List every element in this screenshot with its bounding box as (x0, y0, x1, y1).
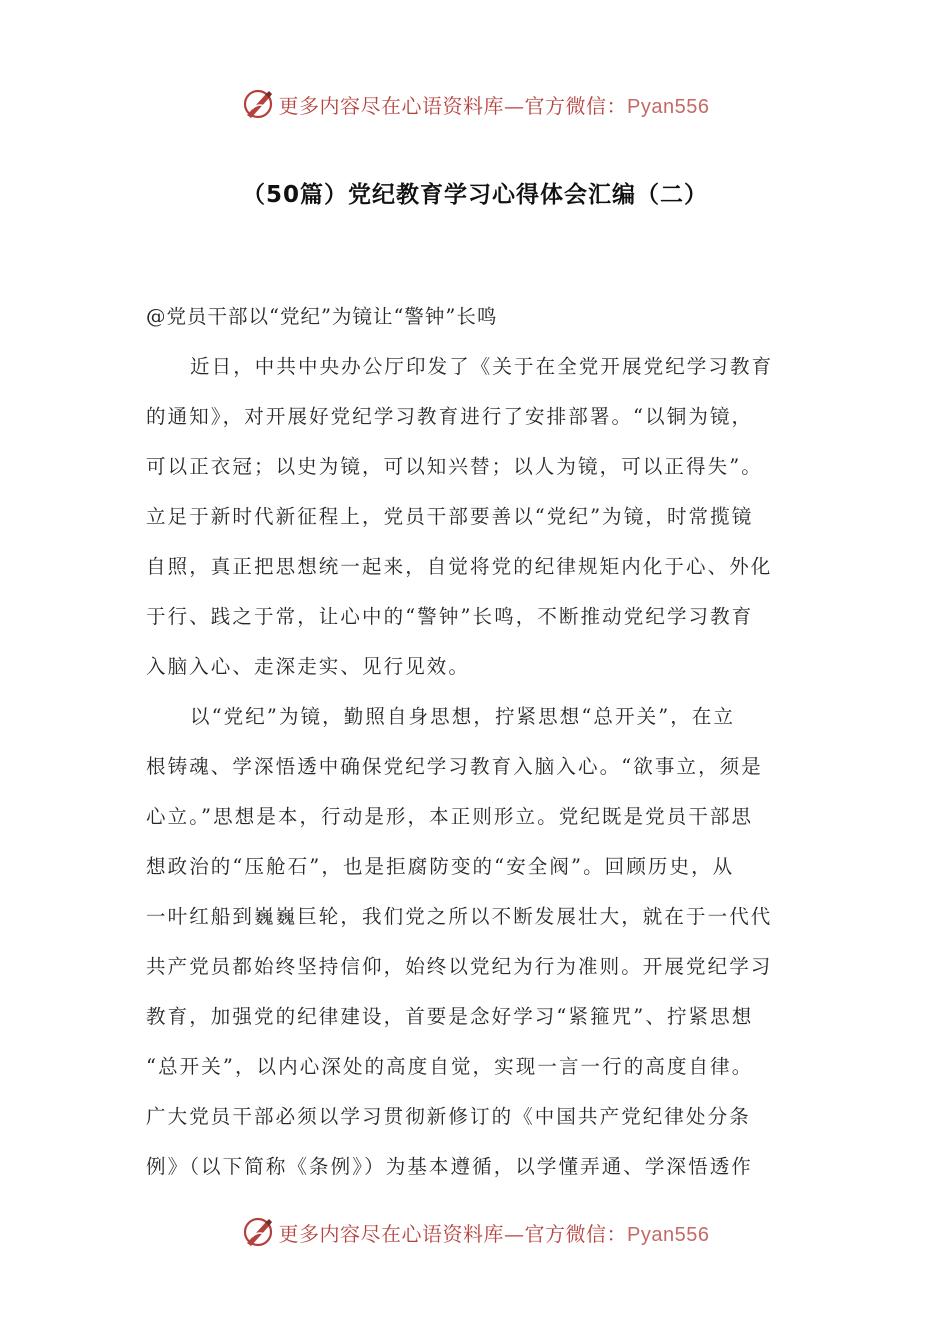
header-watermark-banner (0, 84, 950, 124)
text-line: 可以正衣冠；以史为镜，可以知兴替；以人为镜，可以正得失”。 (146, 455, 763, 478)
text-line: 例》（以下简称《条例》）为基本遵循，以学懂弄通、学深悟透作 (146, 1155, 753, 1178)
text-line: 的通知》，对开展好党纪学习教育进行了安排部署。“以铜为镜， (146, 405, 754, 428)
text-line: 一叶红船到巍巍巨轮，我们党之所以不断发展壮大，就在于一代代 (146, 905, 773, 928)
watermark-main-text: 更多内容尽在心语资料库—官方微信： (278, 1221, 628, 1246)
wechat-id-text: Pyan556 (627, 95, 710, 118)
footer-watermark-banner (0, 1212, 950, 1252)
section-heading: @党员干部以“党纪”为镜让“警钟”长鸣 (146, 305, 498, 328)
document-body (146, 296, 804, 1196)
pen-logo-icon (241, 87, 275, 121)
text-line: 近日，中共中央办公厅印发了《关于在全党开展党纪学习教育 (190, 355, 774, 378)
text-line: 广大党员干部必须以学习贯彻新修订的《中国共产党纪律处分条 (146, 1105, 751, 1128)
watermark-text (279, 90, 710, 119)
text-line: 根铸魂、学深悟透中确保党纪学习教育入脑入心。“欲事立，须是 (146, 755, 763, 778)
pen-logo-icon (241, 1215, 275, 1249)
watermark-main-text: 更多内容尽在心语资料库—官方微信： (278, 93, 628, 118)
text-line: “总开关”，以内心深处的高度自觉，实现一言一行的高度自律。 (146, 1055, 754, 1078)
text-line: 以“党纪”为镜，勤照自身思想，拧紧思想“总开关”，在立 (190, 705, 736, 728)
watermark-text (279, 1218, 710, 1247)
text-line: 心立。”思想是本，行动是形，本正则形立。党纪既是党员干部思 (146, 805, 754, 828)
text-line: 教育，加强党的纪律建设，首要是念好学习“紧箍咒”、拧紧思想 (146, 1005, 754, 1028)
text-line: 自照，真正把思想统一起来，自觉将党的纪律规矩内化于心、外化 (146, 555, 773, 578)
text-line: 立足于新时代新征程上，党员干部要善以“党纪”为镜，时常揽镜 (146, 505, 754, 528)
text-line: 共产党员都始终坚持信仰，始终以党纪为行为准则。开展党纪学习 (146, 955, 773, 978)
document-title: （50篇）党纪教育学习心得体会汇编（二） (241, 182, 708, 208)
wechat-id-text: Pyan556 (627, 1223, 710, 1246)
text-line: 于行、践之于常，让心中的“警钟”长鸣，不断推动党纪学习教育 (146, 605, 754, 628)
text-line: 想政治的“压舱石”，也是拒腐防变的“安全阀”。回顾历史，从 (146, 855, 735, 878)
text-line: 入脑入心、走深走实、见行见效。 (146, 655, 471, 678)
